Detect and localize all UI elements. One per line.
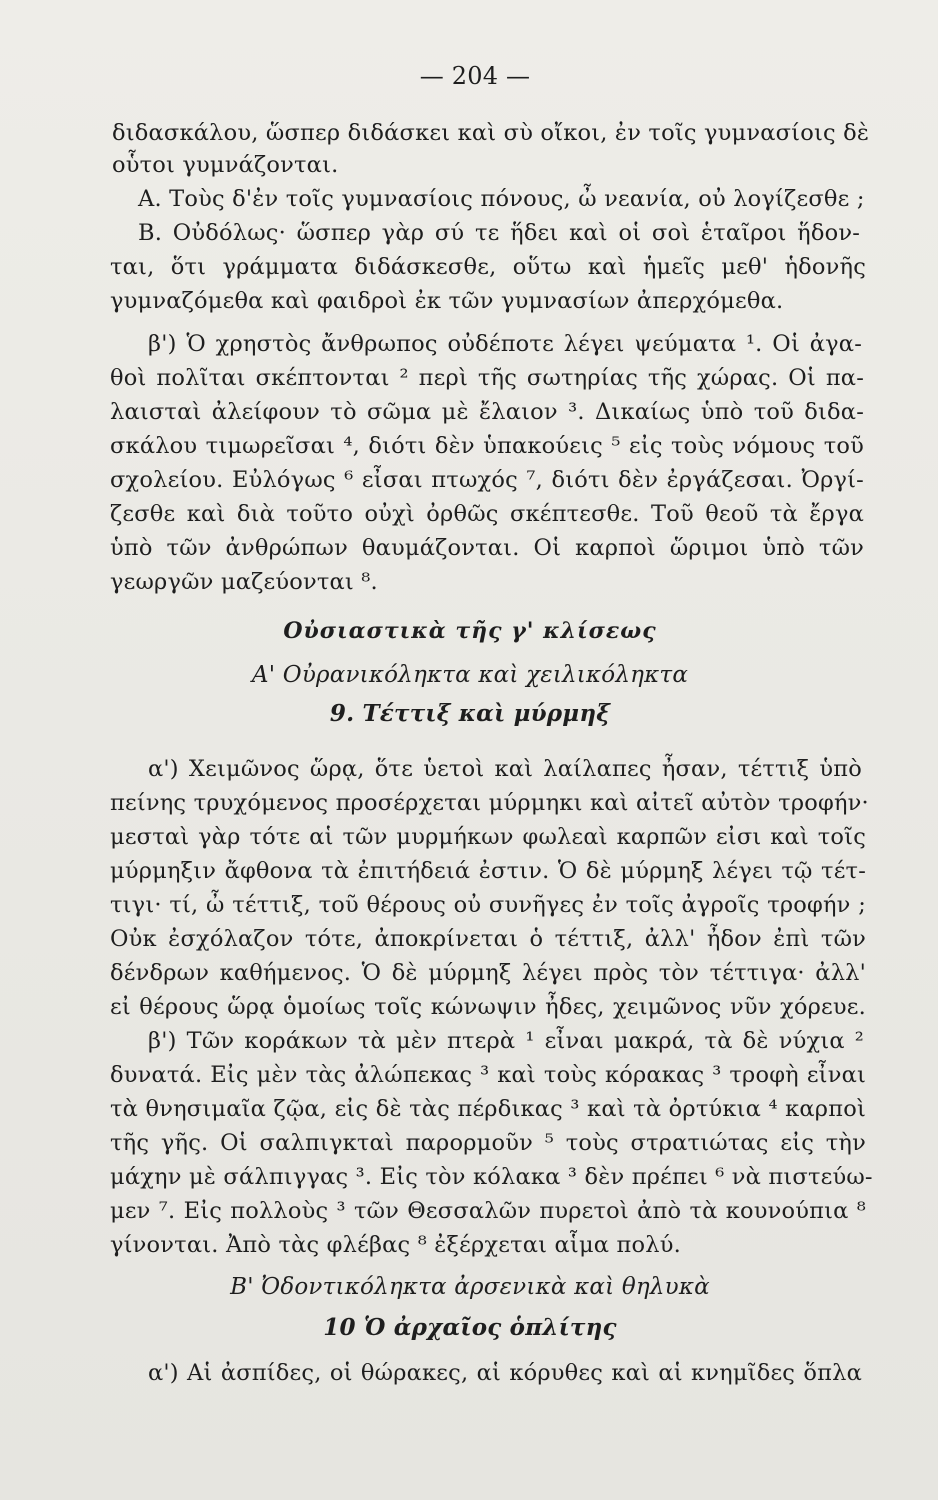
text-line: μύρμηξιν ἄφθονα τὰ ἐπιτήδειά ἐστιν. Ὁ δὲ μύρμηξ λέγει τῷ τέτ- (110, 858, 866, 884)
text-line: λαισταὶ ἀλείφουν τὸ σῶμα μὲ ἔλαιον ³. Δικαίως ὑπὸ τοῦ διδα- (110, 399, 864, 425)
text-line: α') Χειμῶνος ὥρᾳ, ὅτε ὑετοὶ καὶ λαίλαπες ἦσαν, τέττιξ ὑπὸ (148, 756, 862, 782)
text-line: τὰ θνησιμαῖα ζῷα, εἰς δὲ τὰς πέρδικας ³ καὶ τὰ ὀρτύκια ⁴ καρποὶ (110, 1096, 866, 1122)
lesson-heading-text: 10 Ὁ ἀρχαῖος ὁπλίτης (323, 1314, 617, 1341)
lesson-heading (200, 1316, 740, 1340)
text-line: α') Αἱ ἀσπίδες, οἱ θώρακες, αἱ κόρυθες καὶ αἱ κνημῖδες ὅπλα (148, 1360, 862, 1386)
text-line: θοὶ πολῖται σκέπτονται ² περὶ τῆς σωτηρίας τῆς χώρας. Οἱ πα- (110, 365, 864, 391)
text-line: μεσταὶ γὰρ τότε αἱ τῶν μυρμήκων φωλεαὶ καρπῶν εἰσι καὶ τοῖς (110, 824, 866, 850)
subsection-heading: Β' Ὀδοντικόληκτα ἀρσενικὰ καὶ θηλυκὰ (230, 1274, 710, 1300)
text-line: δυνατά. Εἰς μὲν τὰς ἀλώπεκας ³ καὶ τοὺς κόρακας ³ τροφὴ εἶναι (110, 1062, 866, 1088)
page-number: — 204 — (419, 62, 531, 90)
text-line: σκάλου τιμωρεῖσαι ⁴, διότι δὲν ὑπακούεις ⁵ εἰς τοὺς νόμους τοῦ (110, 433, 864, 459)
subsection-heading: Α' Οὐρανικόληκτα καὶ χειλικόληκτα (251, 662, 689, 688)
text-line: β') Ὁ χρηστὸς ἄνθρωπος οὐδέποτε λέγει ψεύματα ¹. Οἱ ἀγα- (148, 331, 862, 357)
text-line: ζεσθε καὶ διὰ τοῦτο οὐχὶ ὀρθῶς σκέπτεσθε. Τοῦ θεοῦ τὰ ἔργα (110, 501, 864, 527)
text-line: διδασκάλου, ὥσπερ διδάσκει καὶ σὺ οἴκοι, ἐν τοῖς γυμνασίοις δὲ (112, 120, 870, 146)
text-line: τῆς γῆς. Οἱ σαλπιγκταὶ παρορμοῦν ⁵ τοὺς στρατιώτας εἰς τὴν (110, 1130, 866, 1156)
text-line: οὗτοι γυμνάζονται. (112, 152, 339, 178)
text-line: ὑπὸ τῶν ἀνθρώπων θαυμάζονται. Οἱ καρποὶ ὥριμοι ὑπὸ τῶν (110, 535, 864, 561)
text-line: γεωργῶν μαζεύονται ⁸. (110, 569, 378, 595)
section-heading: Οὐσιαστικὰ τῆς γ' κλίσεως (283, 618, 657, 644)
text-line: τιγι· τί, ὦ τέττιξ, τοῦ θέρους οὐ συνῆγες ἐν τοῖς ἀγροῖς τροφήν ; (110, 892, 866, 918)
text-line: μεν ⁷. Εἰς πολλοὺς ³ τῶν Θεσσαλῶν πυρετοὶ ἀπὸ τὰ κουνούπια ⁸ (110, 1198, 866, 1224)
text-line: γίνονται. Ἀπὸ τὰς φλέβας ⁸ ἐξέρχεται αἷμα πολύ. (110, 1232, 681, 1258)
text-line: εἰ θέρους ὥρᾳ ὁμοίως τοῖς κώνωψιν ἦδες, χειμῶνος νῦν χόρευε. (110, 994, 866, 1020)
text-line: Β. Οὐδόλως· ὥσπερ γὰρ σύ τε ἥδει καὶ οἱ σοὶ ἑταῖροι ἥδον- (138, 220, 860, 246)
lesson-heading (200, 702, 740, 726)
text-line: γυμναζόμεθα καὶ φαιδροὶ ἐκ τῶν γυμνασίων ἀπερχόμεθα. (110, 288, 784, 314)
text-line: δένδρων καθήμενος. Ὁ δὲ μύρμηξ λέγει πρὸς τὸν τέττιγα· ἀλλ' (110, 960, 866, 986)
text-line: Α. Τοὺς δ'ἐν τοῖς γυμνασίοις πόνους, ὦ νεανία, οὐ λογίζεσθε ; (138, 186, 865, 212)
text-line: σχολείου. Εὐλόγως ⁶ εἶσαι πτωχός ⁷, διότι δὲν ἐργάζεσαι. Ὀργί- (110, 467, 864, 493)
lesson-heading-text: 9. Τέττιξ καὶ μύρμηξ (329, 700, 611, 727)
text-line: πείνης τρυχόμενος προσέρχεται μύρμηκι καὶ αἰτεῖ αὐτὸν τροφήν· (110, 790, 869, 816)
text-line: β') Τῶν κοράκων τὰ μὲν πτερὰ ¹ εἶναι μακρά, τὰ δὲ νύχια ² (148, 1028, 864, 1054)
text-line: μάχην μὲ σάλπιγγας ³. Εἰς τὸν κόλακα ³ δὲν πρέπει ⁶ νὰ πιστεύω- (110, 1164, 873, 1190)
text-line: ται, ὅτι γράμματα διδάσκεσθε, οὕτω καὶ ἡμεῖς μεθ' ἡδονῆς (110, 254, 866, 280)
text-line: Οὐκ ἐσχόλαζον τότε, ἀποκρίνεται ὁ τέττιξ, ἀλλ' ἦδον ἐπὶ τῶν (110, 926, 866, 952)
